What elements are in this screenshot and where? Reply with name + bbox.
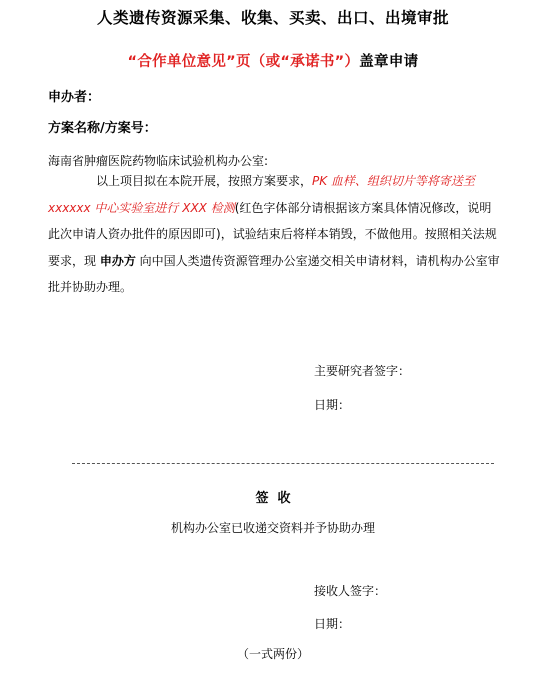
para-end: 向中国人类遗传资源管理办公室递交相关申请材料，请机构办公室审批并协助办理。 [48,253,500,294]
addressee: 海南省肿瘤医院药物临床试验机构办公室: [48,154,269,168]
receipt-text: 机构办公室已收递交资料并予协助办理 [170,521,375,535]
pi-signature-label: 主要研究者签字： [314,364,411,378]
subtitle-red-part: “合作单位意见”页（或“承诺书”） [127,54,360,70]
red-instruction-text: PK 血样、组织切片等将寄送至 xxxxxx 中心实验室进行 XXX 检测 [48,174,475,215]
sponsor-text: 申办方 [99,253,136,268]
copies-note: （一式两份） [236,647,309,661]
subtitle-black-part: 盖章申请 [359,54,419,70]
date-label-1: 日期： [314,398,351,412]
para-start: 以上项目拟在本院开展，按照方案要求， [96,174,313,188]
receiver-signature-label: 接收人签字： [314,584,387,598]
document-title: 人类遗传资源采集、收集、买卖、出口、出境审批 [96,9,449,27]
document-subtitle [0,50,546,71]
para-mid: ，试验结束后将样本销毁，不做他用。按照相关法规要求，现 [48,227,497,268]
applicant-label: 申办者： [48,90,101,105]
divider-dashed-line [72,463,494,464]
receipt-title: 签 收 [255,491,291,506]
note-text: (红色字体部分请根据该方案具体情况修改，说明此次申请人资办批件的原因即可) [48,200,492,241]
protocol-label: 方案名称/方案号： [48,121,157,136]
date-label-2: 日期： [314,617,351,631]
letter-body [48,168,500,301]
